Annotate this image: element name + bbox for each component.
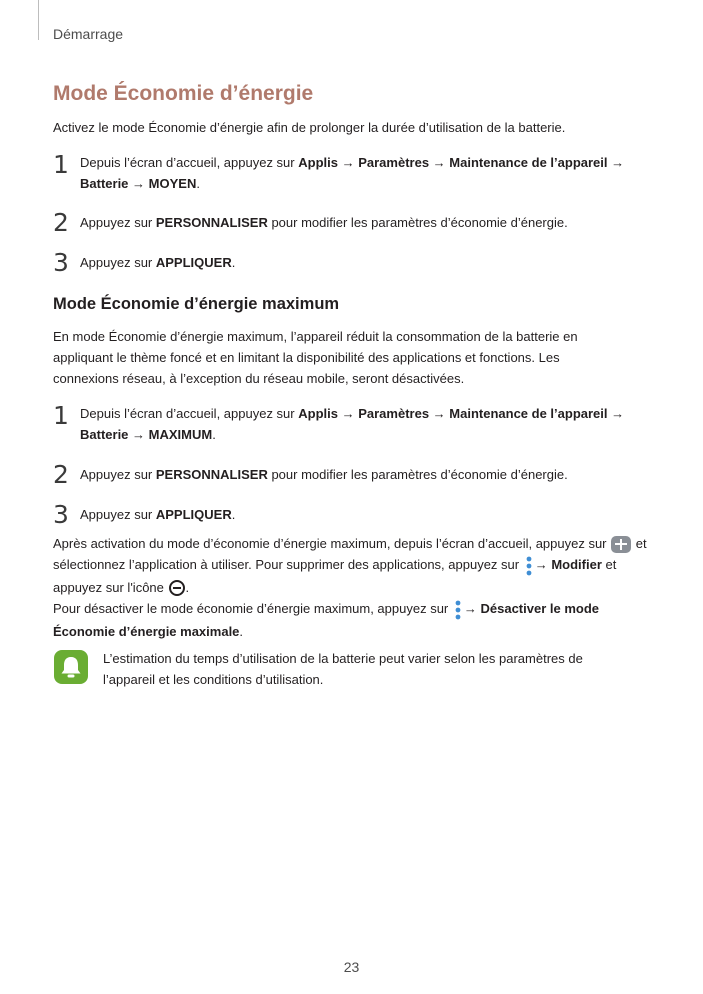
step-number: 3 (53, 500, 69, 529)
step-text: Depuis l’écran d’accueil, appuyez sur Applis → Paramètres → Maintenance de l’appareil → Batterie → MOYEN. (80, 155, 625, 191)
note-text: L’estimation du temps d’utilisation de la batterie peut varier selon les paramètres de l’appareil et les conditions d’utilisation. (103, 651, 583, 687)
plus-icon (611, 536, 631, 553)
step-text: Appuyez sur APPLIQUER. (80, 255, 236, 270)
step-number: 3 (53, 248, 69, 277)
more-options-icon (525, 555, 533, 577)
step-text: Depuis l’écran d’accueil, appuyez sur Applis → Paramètres → Maintenance de l’appareil → Batterie → MAXIMUM. (80, 406, 625, 442)
section-subtitle: Mode Économie d’énergie maximum (53, 295, 340, 313)
step-number: 2 (53, 208, 69, 237)
step-number: 1 (53, 150, 69, 179)
bell-note-icon (54, 650, 88, 684)
step-number: 2 (53, 460, 69, 489)
after-activation-text: Après activation du mode d’économie d’énergie maximum, depuis l’écran d’accueil, appuyez sur et sélectionnez l’application à utiliser. Pour supprimer des applications, appuyez sur → Modifier et appuyez sur l'icône . (53, 536, 647, 595)
remove-icon (169, 580, 185, 596)
step-number: 1 (53, 401, 69, 430)
intro-text: Activez le mode Économie d’énergie afin de prolonger la durée d’utilisation de la batterie. (53, 120, 566, 135)
page-title: Mode Économie d’énergie (53, 82, 314, 105)
header-rule (38, 0, 39, 40)
step-text: Appuyez sur APPLIQUER. (80, 507, 236, 522)
section-header: Démarrage (53, 26, 124, 42)
page-number: 23 (343, 959, 360, 975)
step-text: Appuyez sur PERSONNALISER pour modifier les paramètres d’économie d’énergie. (80, 467, 568, 482)
step-text: Appuyez sur PERSONNALISER pour modifier les paramètres d’économie d’énergie. (80, 215, 568, 230)
more-options-icon (454, 599, 462, 621)
max-intro-text: En mode Économie d’énergie maximum, l’appareil réduit la consommation de la batterie en appliquant le thème foncé et en limitant la disponibilité des applications et fonctions. Les connexions réseau, à l’exception du réseau mobile, seront désactivées. (53, 329, 578, 386)
deactivate-text: Pour désactiver le mode économie d’énergie maximum, appuyez sur → Désactiver le mode Économie d’énergie maximale. (53, 598, 623, 642)
